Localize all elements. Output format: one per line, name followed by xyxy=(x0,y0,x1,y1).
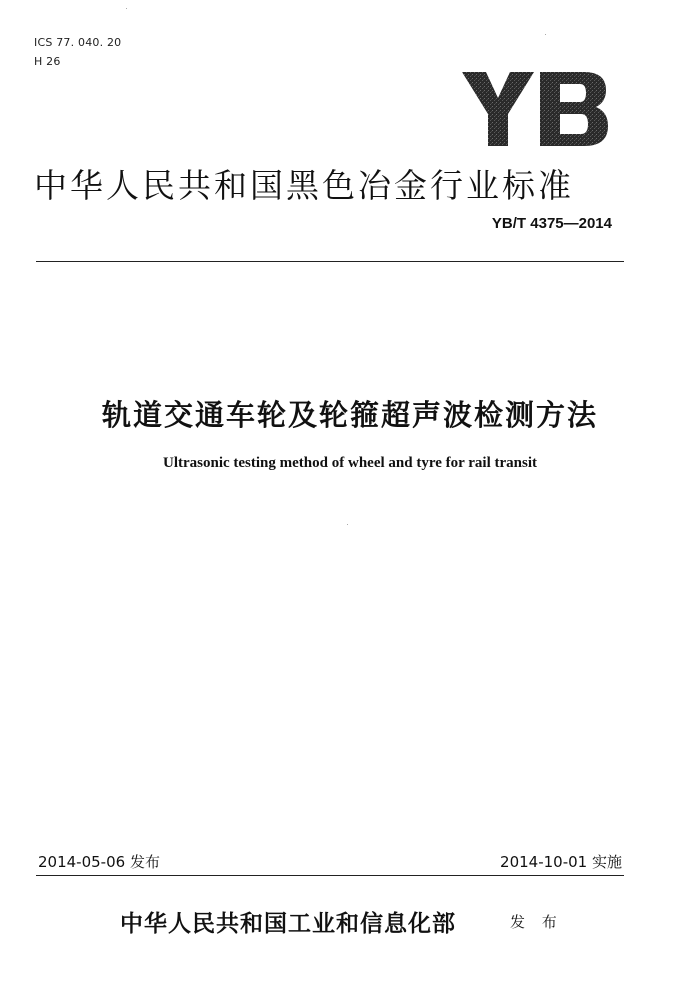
header-divider xyxy=(36,261,624,262)
document-title-en: Ultrasonic testing method of wheel and tyre for rail transit xyxy=(163,455,537,471)
implementation-date: 2014-10-01 实施 xyxy=(500,853,622,871)
scan-speck xyxy=(126,8,127,9)
footer-divider xyxy=(36,875,624,876)
ics-code: ICS 77. 040. 20 xyxy=(34,36,122,49)
category-title: 中华人民共和国黑色冶金行业标准 xyxy=(34,166,574,205)
yb-logo xyxy=(460,70,608,148)
issue-label: 发 布 xyxy=(510,913,563,931)
ccs-code: H 26 xyxy=(34,55,61,68)
scan-speck xyxy=(545,34,546,35)
issuing-authority: 中华人民共和国工业和信息化部 xyxy=(120,910,456,937)
standard-number: YB/T 4375—2014 xyxy=(491,215,612,232)
scan-speck xyxy=(347,524,348,525)
document-title-zh: 轨道交通车轮及轮箍超声波检测方法 xyxy=(101,398,598,432)
issue-date: 2014-05-06 发布 xyxy=(38,853,160,871)
